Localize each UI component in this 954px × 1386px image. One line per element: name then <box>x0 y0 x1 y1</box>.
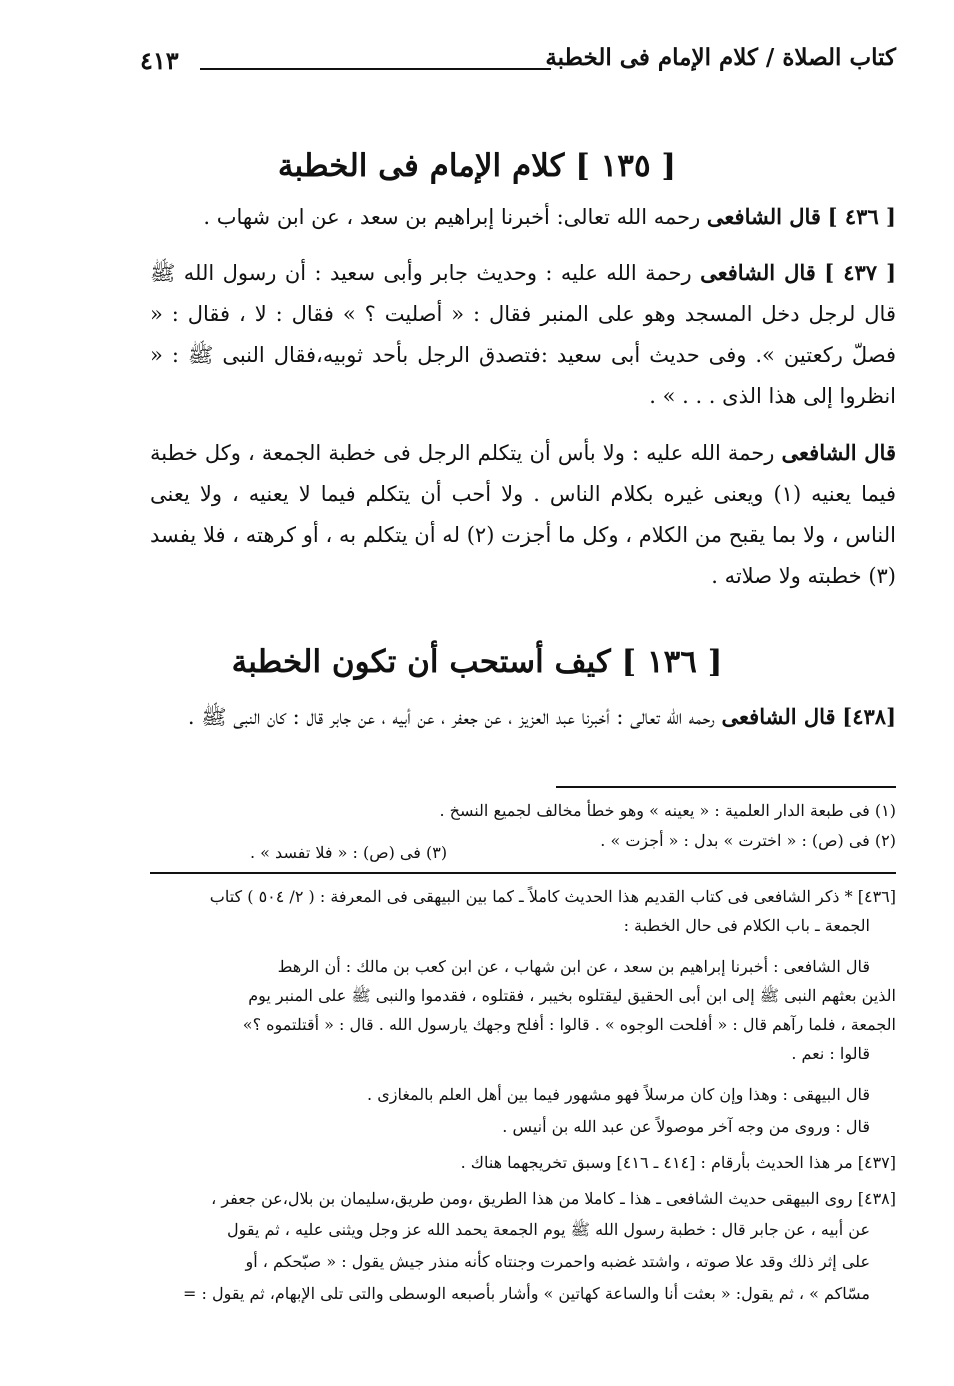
paragraph-text: رحمة الله عليه : وحديث جابر وأبى سعيد : أن رسول الله ﷺ قال لرجل دخل المسجد وهو على المنبر فقال : « أصليت ؟ » فقال : لا ، فقال : « فصلّ ركعتين ». وفى حديث أبى سعيد :فتصدق الرجل بأحد ثوبيه،فقال النبى ﷺ : « انظروا إلى هذا الذى . . . » . <box>150 261 896 408</box>
section-title-135: [ ١٣٥ ] كلام الإمام فى الخطبة <box>277 148 677 184</box>
paragraph-text: رحمه الله تعالى : أخبرنا عبد العزيز ، عن جعفر ، عن أبيه ، عن جابر قال : كان النبى ﷺ . <box>187 705 715 729</box>
takhrij-436-line: الجمعة ، فلما رآهم قال : « أفلحت الوجوه » . قالوا : أفلح وجهك يارسول الله . قال : « أقتلتموه ؟» <box>242 1015 896 1034</box>
takhrij-436-line: قالوا : نعم . <box>791 1044 870 1063</box>
page-number: ٤١٣ <box>140 46 179 75</box>
takhrij-438-line: مسّاكم » ، ثم يقول: « بعثت أنا والساعة كهاتين » وأشار بأصبعه الوسطى والتى تلى الإبهام، ثم يقول : = <box>183 1284 870 1303</box>
paragraph-437 <box>150 252 896 417</box>
speaker-label: قال الشافعى <box>781 440 896 465</box>
running-title: كتاب الصلاة / كلام الإمام فى الخطبة <box>545 44 896 71</box>
footnote-1: (١) فى طبعة الدار العلمية : « يعينه » وهو خطأ مخالف لجميع النسخ . <box>439 801 896 820</box>
paragraph-shafii-ruling <box>150 432 896 597</box>
paragraph-ref: [ ٤٣٧ ] <box>824 260 897 285</box>
paragraph-text: رحمه الله تعالى: أخبرنا إبراهيم بن سعد ، عن ابن شهاب . <box>203 205 701 229</box>
takhrij-437: [٤٣٧] مر هذا الحديث بأرقام : [٤١٤ ـ ٤١٦] وسبق تخريجهما هناك . <box>460 1153 896 1172</box>
section-title-136: [ ١٣٦ ] كيف أستحب أن تكون الخطبة <box>231 644 723 680</box>
takhrij-436-line: قال : وروى من وجه آخر موصولاً عن عبد الله بن أنيس . <box>502 1117 870 1136</box>
paragraph-438 <box>150 696 896 738</box>
takhrij-438-line: [٤٣٨] روى البيهقى حديث الشافعى ـ هذا ـ كاملا من هذا الطريق ،ومن طريق،سليمان بن بلال،عن جعفر ، <box>211 1189 896 1208</box>
takhrij-436-line: الذين بعثهم النبى ﷺ إلى ابن أبى الحقيق ليقتلوه بخيبر ، فقتلوه ، فقدموا والنبى ﷺ على المنبر يوم <box>248 986 896 1005</box>
page-header <box>140 38 896 78</box>
speaker-label: قال الشافعى <box>721 704 836 729</box>
paragraph-ref: [٤٣٨] <box>842 704 896 729</box>
speaker-label: قال الشافعى <box>706 204 821 229</box>
takhrij-separator <box>150 872 896 874</box>
takhrij-436-line: الجمعة ـ باب الكلام فى حال الخطبة : <box>623 916 870 935</box>
takhrij-436-line: [٤٣٦] * ذكر الشافعى فى كتاب القديم هذا الحديث كاملاً ـ كما بين البيهقى فى المعرفة : ( ٢/ ٥٠٤ ) كتاب <box>209 887 896 906</box>
paragraph-text: رحمة الله عليه : ولا بأس أن يتكلم الرجل فى خطبة الجمعة ، وكل خطبة فيما يعنيه (١) ويعنى غيره بكلام الناس . ولا أحب أن يتكلم فيما لا يعنيه ، ولا يعنى الناس ، ولا بما يقبح من الكلام ، وكل ما أجزت (٢) له أن يتكلم به ، أو كرهته ، فلا يفسد (٣) خطبته ولا صلاته . <box>150 441 896 588</box>
paragraph-436 <box>150 196 896 238</box>
takhrij-438-line: على إثر ذلك وقد علا صوته ، واشتد غضبه واحمرت وجنتاه كأنه منذر جيش يقول : « صبّحكم ، أو <box>245 1252 870 1271</box>
footnote-2: (٢) فى (ص) : « اخترت » بدل : « أجزت » . <box>600 831 896 850</box>
footnote-separator <box>556 786 896 788</box>
takhrij-436-line: قال الشافعى : أخبرنا إبراهيم بن سعد ، عن ابن شهاب ، عن ابن كعب بن مالك : أن الرهط <box>277 957 870 976</box>
takhrij-436-line: قال البيهقى : وهذا وإن كان مرسلاً فهو مشهور فيما بين أهل العلم بالمغازى . <box>367 1085 870 1104</box>
header-rule <box>200 68 551 70</box>
paragraph-ref: [ ٤٣٦ ] <box>827 204 896 229</box>
speaker-label: قال الشافعى <box>700 260 816 285</box>
footnote-3: (٣) فى (ص) : « فلا تفسد » . <box>250 843 448 862</box>
takhrij-438-line: عن أبيه ، عن جابر قال : خطبة رسول الله ﷺ يوم الجمعة يحمد الله عز وجل ويثنى عليه ، ثم يقول <box>227 1220 870 1239</box>
